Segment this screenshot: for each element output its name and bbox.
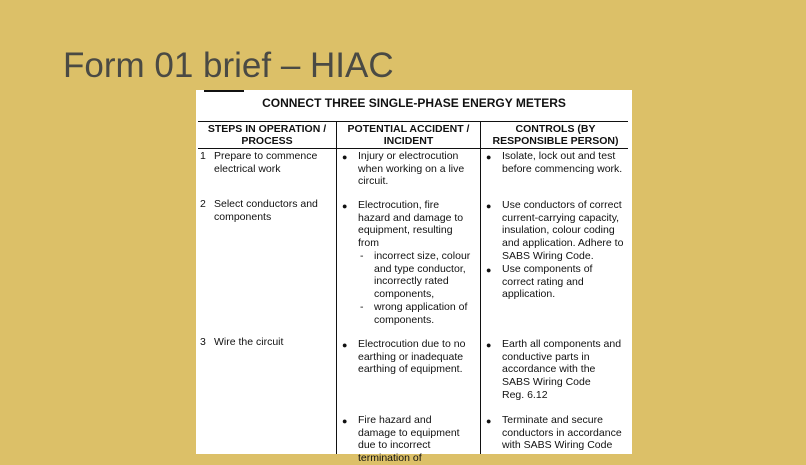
row-number: 1 <box>200 150 206 162</box>
accident-subitem: wrong application of components. <box>374 301 468 326</box>
control-text: Use components of correct rating and application. <box>502 263 593 301</box>
bullet: ● <box>486 265 492 275</box>
bullet: ● <box>486 201 492 211</box>
accident-text: Fire hazard and damage to equipment due to incorrect termination of <box>358 414 460 465</box>
control-text: Earth all components and conductive parts in accordance with the SABS Wiring Code Reg. 6.12 <box>502 338 622 401</box>
step-text: Wire the circuit <box>214 336 284 348</box>
accident-text: Electrocution, fire hazard and damage to equipment, resulting from <box>358 199 464 250</box>
row-number: 3 <box>200 336 206 348</box>
bullet: ● <box>486 152 492 162</box>
accident-text: Electrocution due to no earthing or inadequate earthing of equipment. <box>358 338 466 376</box>
bullet: ● <box>342 416 348 426</box>
column-divider-1 <box>336 121 337 454</box>
bullet: ● <box>486 416 492 426</box>
dash-marker: - <box>360 301 364 313</box>
slide-title: Form 01 brief – HIAC <box>63 46 394 85</box>
accident-subitem: incorrect size, colour and type conductor, incorrectly rated components, <box>374 250 471 301</box>
table-top-rule <box>198 121 628 122</box>
bullet: ● <box>342 152 348 162</box>
table-header-rule <box>198 148 628 149</box>
bullet: ● <box>342 201 348 211</box>
step-text: Select conductors and components <box>214 198 318 223</box>
accident-text: Injury or electrocution when working on a live circuit. <box>358 150 465 188</box>
tab-mark <box>204 90 244 92</box>
bullet: ● <box>342 340 348 350</box>
control-text: Use conductors of correct current-carrying capacity, insulation, colour coding and application. Adhere to SABS Wiring Code. <box>502 199 624 262</box>
bullet: ● <box>486 340 492 350</box>
document-title: CONNECT THREE SINGLE-PHASE ENERGY METERS <box>262 96 566 110</box>
control-text: Isolate, lock out and test before commencing work. <box>502 150 623 175</box>
control-text: Terminate and secure conductors in accordance with SABS Wiring Code <box>502 414 622 452</box>
header-accident: POTENTIAL ACCIDENT / INCIDENT <box>347 123 470 147</box>
document-image <box>196 90 632 465</box>
row-number: 2 <box>200 198 206 210</box>
header-controls: CONTROLS (BY RESPONSIBLE PERSON) <box>492 123 619 147</box>
step-text: Prepare to commence electrical work <box>214 150 318 175</box>
column-divider-2 <box>480 121 481 454</box>
dash-marker: - <box>360 250 364 262</box>
header-steps: STEPS IN OPERATION / PROCESS <box>207 123 327 147</box>
